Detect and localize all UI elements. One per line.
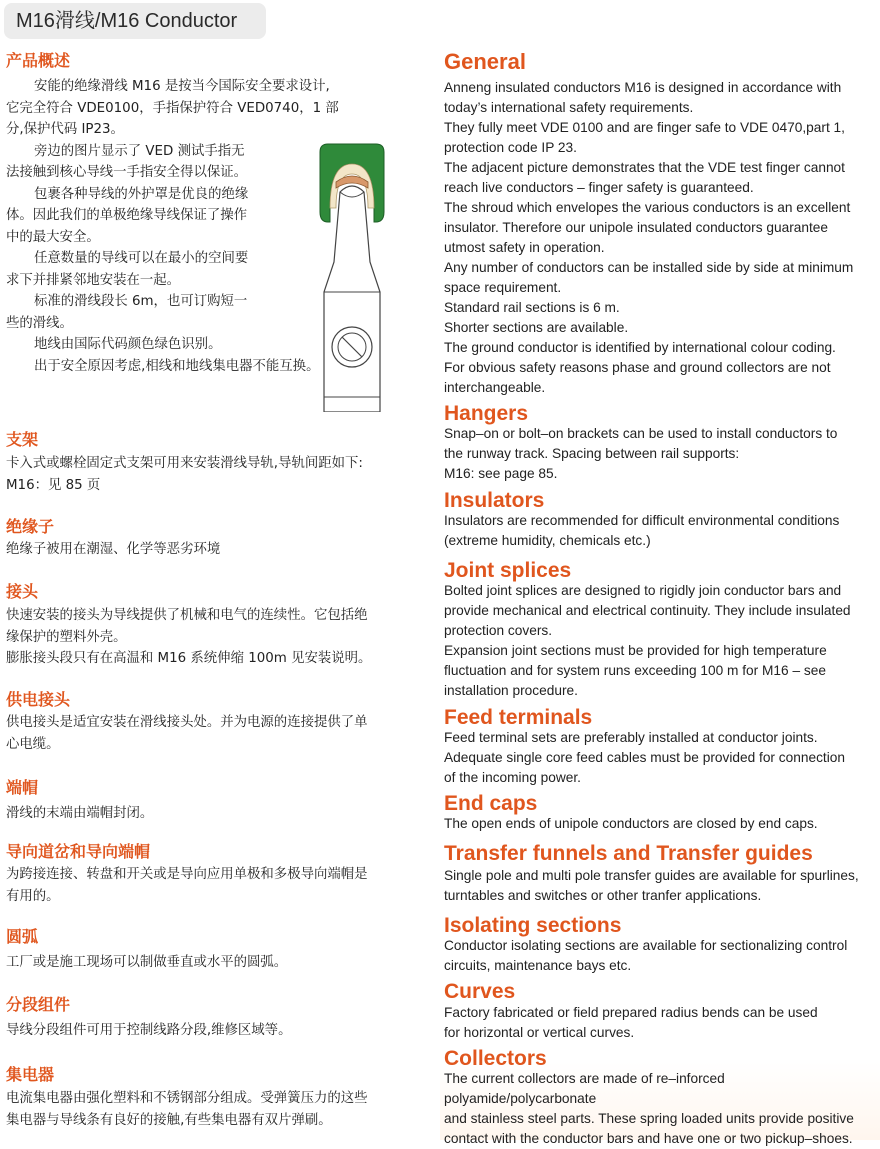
cn-splices-text (6, 605, 416, 670)
cn-intro-line: 分,保护代码 IP23。 (6, 122, 124, 137)
cn-curves-heading: 圆弧 (6, 927, 39, 946)
cn-intro-line: 中的最大安全。 (6, 229, 100, 245)
cn-text-line: 卡入式或螺栓固定式支架可用来安装滑线导轨,导轨间距如下: (6, 456, 363, 471)
en-text-line: the runway track. Spacing between rail supports: (444, 446, 740, 461)
en-isolating-text (444, 936, 878, 976)
en-text-line: Expansion joint sections must be provided for high temperature (444, 643, 827, 658)
cn-insulators-heading: 绝缘子 (6, 517, 55, 536)
en-collectors-text (444, 1069, 878, 1149)
cn-intro-line: 些的滑线。 (6, 315, 73, 331)
en-text-line: Bolted joint splices are designed to rigidly join conductor bars and (444, 583, 842, 598)
cn-text-line: 供电接头是适宜安装在滑线接头处。并为电源的连接提供了单 (6, 715, 368, 730)
en-text-line: space requirement. (444, 280, 562, 295)
cn-isolating-heading: 分段组件 (6, 995, 71, 1014)
cn-intro-heading: 产品概述 (6, 51, 71, 70)
cn-intro-line: 出于安全原因考虑,相线和地线集电器不能互换。 (34, 358, 320, 374)
cn-transfer-text (6, 864, 416, 907)
en-text-line: fluctuation and for system runs exceeding 100 m for M16 – see (444, 663, 826, 678)
cn-intro-line: 安能的绝缘滑线 M16 是按当今国际安全要求设计, (34, 79, 330, 94)
cn-endcaps-text (6, 803, 416, 825)
page-title: M16滑线/M16 Conductor (4, 3, 266, 39)
en-text-line: protection covers. (444, 623, 553, 638)
cn-intro-line: 包裹各种导线的外护罩是优良的绝缘 (34, 186, 249, 202)
en-curves-text (444, 1003, 878, 1043)
en-endcaps-text (444, 814, 878, 834)
en-hangers-text (444, 424, 878, 484)
en-text-line: Factory fabricated or field prepared radius bends can be used (444, 1005, 818, 1020)
en-text-line: M16: see page 85. (444, 466, 558, 481)
cn-text-line: 电流集电器由强化塑料和不锈钢部分组成。受弹簧压力的这些 (6, 1091, 368, 1106)
cn-text-line: 为跨接连接、转盘和开关或是导向应用单极和多极导向端帽是 (6, 867, 368, 882)
en-isolating-heading: Isolating sections (444, 914, 622, 937)
en-feed-text (444, 728, 878, 788)
cn-intro-line: 任意数量的导线可以在最小的空间要 (34, 251, 249, 266)
cn-intro-line: 地线由国际代码颜色绿色识别。 (34, 337, 222, 352)
en-transfer-heading: Transfer funnels and Transfer guides (444, 842, 813, 865)
en-splices-text (444, 581, 878, 701)
en-text-line: The current collectors are made of re–inforced polyamide/polycarbonate (444, 1071, 725, 1106)
en-text-line: The open ends of unipole conductors are closed by end caps. (444, 816, 818, 831)
en-text-line: turntables and switches or other tranfer applications. (444, 888, 762, 903)
cn-hangers-heading: 支架 (6, 430, 39, 449)
cn-curves-text (6, 952, 416, 974)
cn-text-line: 绝缘子被用在潮湿、化学等恶劣环境 (6, 542, 221, 557)
conductor-finger-test-illustration (310, 142, 394, 412)
cn-text-line: 集电器与导线条有良好的接触,有些集电器有双片弹刷。 (6, 1112, 332, 1128)
en-text-line: (extreme humidity, chemicals etc.) (444, 533, 651, 548)
en-collectors-heading: Collectors (444, 1047, 547, 1070)
en-text-line: Anneng insulated conductors M16 is designed in accordance with (444, 80, 842, 95)
en-text-line: circuits, maintenance bays etc. (444, 958, 632, 973)
en-text-line: The shroud which envelopes the various conductors is an excellent (444, 200, 851, 215)
en-text-line: for horizontal or vertical curves. (444, 1025, 635, 1040)
en-transfer-text (444, 866, 878, 906)
en-text-line: For obvious safety reasons phase and ground collectors are not (444, 360, 831, 375)
en-text-line: protection code IP 23. (444, 140, 577, 155)
cn-text-line: 膨胀接头段只有在高温和 M16 系统伸缩 100m 见安装说明。 (6, 651, 372, 666)
cn-feed-heading: 供电接头 (6, 690, 71, 709)
en-text-line: The adjacent picture demonstrates that the VDE test finger cannot (444, 160, 845, 175)
cn-text-line: 缘保护的塑料外壳。 (6, 629, 127, 645)
cn-insulators-text (6, 539, 416, 561)
en-text-line: Snap–on or bolt–on brackets can be used to install conductors to (444, 426, 838, 441)
cn-text-line: 导线分段组件可用于控制线路分段,维修区域等。 (6, 1023, 292, 1038)
en-text-line: Shorter sections are available. (444, 320, 629, 335)
en-text-line: Feed terminal sets are preferably installed at conductor joints. (444, 730, 818, 745)
cn-intro-line: 标准的滑线段长 6m，也可订购短一 (34, 294, 248, 309)
cn-splices-heading: 接头 (6, 582, 39, 601)
en-text-line: They fully meet VDE 0100 and are finger safe to VDE 0470,part 1, (444, 120, 845, 135)
en-text-line: today’s international safety requirements. (444, 100, 694, 115)
cn-endcaps-heading: 端帽 (6, 778, 39, 797)
en-text-line: utmost safety in operation. (444, 240, 605, 255)
cn-intro-line: 它完全符合 VDE0100，手指保护符合 VED0740，1 部 (6, 100, 339, 116)
en-text-line: Single pole and multi pole transfer guides are available for spurlines, (444, 868, 859, 883)
cn-text-line: 心电缆。 (6, 736, 60, 752)
en-text-line: Insulators are recommended for difficult environmental conditions (444, 513, 840, 528)
cn-text-line: M16：见 85 页 (6, 477, 101, 493)
en-general-text (444, 78, 878, 398)
en-text-line: of the incoming power. (444, 770, 581, 785)
en-feed-heading: Feed terminals (444, 706, 593, 729)
cn-hangers-text (6, 453, 416, 496)
cn-text-line: 工厂或是施工现场可以制做垂直或水平的圆弧。 (6, 955, 288, 970)
en-general-heading: General (444, 49, 526, 74)
en-insulators-heading: Insulators (444, 489, 545, 512)
cn-collectors-text (6, 1088, 416, 1131)
cn-text-line: 滑线的末端由端帽封闭。 (6, 806, 154, 821)
en-hangers-heading: Hangers (444, 402, 529, 425)
cn-intro-line: 求下并排紧邻地安装在一起。 (6, 272, 181, 288)
cn-feed-text (6, 712, 416, 755)
cn-text-line: 有用的。 (6, 888, 60, 904)
en-text-line: Adequate single core feed cables must be provided for connection (444, 750, 845, 765)
en-text-line: interchangeable. (444, 380, 546, 395)
en-text-line: and stainless steel parts. These spring loaded units provide positive (444, 1111, 854, 1126)
en-text-line: Any number of conductors can be installed side by side at minimum (444, 260, 854, 275)
en-text-line: provide mechanical and electrical continuity. They include insulated (444, 603, 851, 618)
cn-isolating-text (6, 1020, 416, 1042)
cn-intro-line: 体。因此我们的单极绝缘导线保证了操作 (6, 208, 248, 223)
en-text-line: reach live conductors – finger safety is guaranteed. (444, 180, 754, 195)
cn-intro-line: 旁边的图片显示了 VED 测试手指无 (34, 143, 245, 159)
en-text-line: The ground conductor is identified by international colour coding. (444, 340, 836, 355)
en-endcaps-heading: End caps (444, 792, 538, 815)
en-text-line: contact with the conductor bars and have one or two pickup–shoes. (444, 1131, 853, 1146)
cn-text-line: 快速安装的接头为导线提供了机械和电气的连续性。它包括绝 (6, 608, 368, 623)
cn-collectors-heading: 集电器 (6, 1065, 55, 1084)
en-text-line: insulator. Therefore our unipole insulated conductors guarantee (444, 220, 829, 235)
cn-transfer-heading: 导向道岔和导向端帽 (6, 842, 151, 861)
en-curves-heading: Curves (444, 980, 516, 1003)
en-insulators-text (444, 511, 878, 551)
en-text-line: Conductor isolating sections are available for sectionalizing control (444, 938, 848, 953)
en-text-line: Standard rail sections is 6 m. (444, 300, 620, 315)
en-text-line: installation procedure. (444, 683, 578, 698)
en-splices-heading: Joint splices (444, 559, 572, 582)
cn-intro-line: 法接触到核心导线一手指安全得以保证。 (6, 165, 248, 180)
